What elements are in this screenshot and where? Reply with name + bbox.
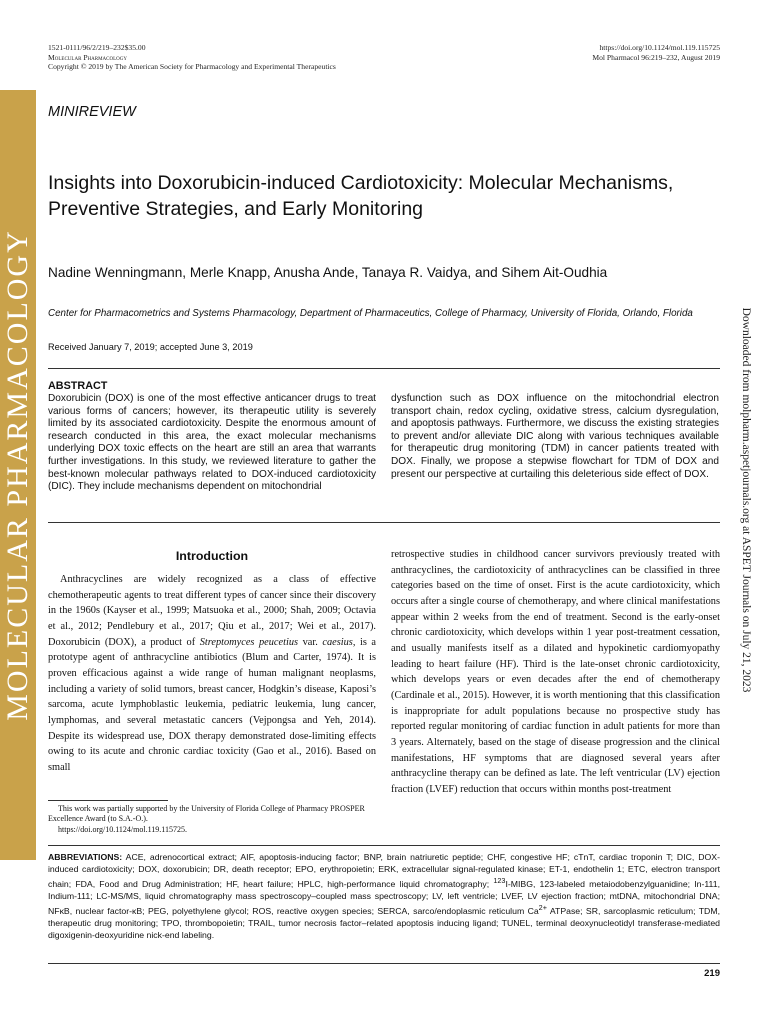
abbreviations-text: ACE, adrenocortical extract; AIF, apoptosis-inducing factor; BNP, brain natriuretic peptide; CHF, congestive HF; cTnT, cardiac troponin T; DIC, DOX-induced cardiotoxicity; DOX, doxorubicin; DR, death receptor; EPO, erythropoietin; ERK, extracellular signal-regulated kinase; ET-1, endothelin 1; ETC, electron transport chain; FDA, Food and Drug Administration; HF, heart failure; HPLC, high-performance liquid chromatography;: [48, 852, 720, 890]
species-name: Streptomyces peucetius: [199, 636, 299, 648]
footnote-divider: [48, 800, 168, 801]
abbreviations-divider-top: [48, 845, 720, 846]
abbreviations-block: [48, 851, 720, 941]
introduction-heading: Introduction: [175, 549, 249, 563]
article-title: Insights into Doxorubicin-induced Cardiotoxicity: Molecular Mechanisms, Preventive Strategies, and Early Monitoring: [48, 172, 674, 220]
footnote-doi[interactable]: https://doi.org/10.1124/mol.119.115725.: [58, 824, 187, 834]
received-dates: Received January 7, 2019; accepted June 3, 2019: [48, 342, 253, 352]
abbreviations-text: I-MIBG, 123-labeled metaiodobenzylguanidine; In-111, Indium-111; LC-MS/MS, liquid chromatography mass spectroscopy–coupled mass spectroscopy; LV, left ventricle; LVEF, LV ejection fraction; mtDNA, mitochondrial DNA; NFκB, nuclear factor-κB; PEG, polyethylene glycol; ROS, reactive oxygen species; SERCA, sarco/endoplasmic reticulum Ca: [48, 879, 720, 917]
citation: Mol Pharmacol 96:219–232, August 2019: [592, 52, 720, 62]
doi-link[interactable]: https://doi.org/10.1124/mol.119.115725: [599, 43, 720, 52]
intro-text: var.: [298, 636, 323, 648]
author-list: Nadine Wenningmann, Merle Knapp, Anusha Ande, Tanaya R. Vaidya, and Sihem Ait-Oudhia: [48, 265, 608, 280]
header-right: [592, 43, 720, 62]
abbreviations-label: ABBREVIATIONS:: [48, 852, 123, 862]
download-note: Downloaded from molpharm.aspetjournals.org at ASPET Journals on July 21, 2023: [740, 307, 752, 693]
body-column-2: retrospective studies in childhood cancer survivors previously treated with anthracyclines, the cardiotoxicity of anthracyclines can be classified in three categories based on the time of onset. First is the acute cardiotoxicity, which occurs after a single course of chemotherapy, and where clinical manifestations appear within 2 weeks from the end of treatment. Second is the early-onset chronic cardiotoxicity, which develops within 1 year post-treatment cessation, and usually manifests itself as a dilated and hypokinetic cardiomyopathy leading to heart failure (HF). Third is the late-onset chronic cardiotoxicity, which develops years or even decades after the end of chemotherapy (Cardinale et al., 2015). However, it is worth mentioning that this classification is inappropriate for adult populations because no prospective study has reported regular monitoring of cardiac function in adult patients for more than 3 years. Alternately, based on the stage of disease progression and the clinical manifestations, HF symptoms that are diagnosed several years after anthracycline therapy can be defined as late. The left ventricular (LV) ejection fraction (LVEF) reduction that occurs within months post-treatment: [391, 549, 720, 795]
section-label: MINIREVIEW: [48, 104, 136, 120]
intro-text: Anthracyclines are widely recognized as a class of effective chemotherapeutic agents to treat different types of cancer since their discovery in the 1960s (Kayser et al., 1999; Matsuoka et al., 2000; Shah, 2009; Octavia et al., 2012; Pendlebury et al., 2017; Qiu et al., 2017; Wei et al., 2017). Doxorubicin (DOX), a product of: [48, 574, 376, 648]
header-left: [48, 43, 336, 72]
issn-price: 1521-0111/96/2/219–232$35.00: [48, 43, 146, 52]
abstract-divider-bottom: [48, 522, 720, 523]
abstract-heading: ABSTRACT: [48, 380, 108, 392]
abstract-column-2: dysfunction such as DOX influence on the mitochondrial electron transport chain, redox cycling, oxidative stress, calcium dysregulation, and apoptosis pathways. Furthermore, we discuss the existing strategies to prevent and/or alleviate DIC along with various techniques available for therapeutic drug monitoring (TDM) in cancer patients treated with DOX. Finally, we propose a stepwise flowchart for TDM of DOX and present our perspective at curtailing this deleterious side effect of DOX.: [391, 393, 719, 480]
journal-name: Molecular Pharmacology: [48, 52, 127, 62]
abstract-divider-top: [48, 368, 720, 369]
funding-footnote: [48, 804, 376, 835]
affiliation: Center for Pharmacometrics and Systems Pharmacology, Department of Pharmaceutics, College of Pharmacy, University of Florida, Orlando, Florida: [48, 308, 693, 319]
body-column-1: [48, 572, 376, 776]
variety-name: caesius: [322, 636, 353, 648]
journal-banner-text: MOLECULAR PHARMACOLOGY: [1, 229, 34, 721]
abbreviations-divider-bottom: [48, 963, 720, 964]
abbreviations-text: ATPase; SR, sarcoplasmic reticulum; TDM, therapeutic drug monitoring; TPO, thrombopoietin; TRAIL, tumor necrosis factor–related apoptosis inducing ligand; TUNEL, terminal deoxynucleotidyl transferase-mediated digoxigenin-deoxyuridine nick-end labeling.: [48, 906, 720, 941]
copyright: Copyright © 2019 by The American Society for Pharmacology and Experimental Therapeutics: [48, 62, 336, 72]
intro-text: , is a prototype agent of anthracycline antibiotics (Blum and Carter, 1974). It is proven efficacious against a wide range of human malignant neoplasms, including a variety of solid tumors, breast cancer, Hodgkin’s disease, Kaposi’s sarcoma, acute lymphoblastic leukemia, pediatric leukemia, lung cancer, lymphomas, and several metastatic cancers (Vejpongsa and Yeh, 2014). Despite its widespread use, DOX therapy demonstrated dose-limiting effects owing to its acute and chronic cardiac toxicity (Gao et al., 2016). Based on small: [48, 636, 376, 773]
footnote-text: This work was partially supported by the University of Florida College of Pharmacy PROSPER Excellence Award (to S.A.-O.).: [48, 804, 365, 824]
superscript-charge: 2+: [538, 903, 547, 913]
page-number: 219: [704, 968, 720, 979]
abstract-column-1: Doxorubicin (DOX) is one of the most effective anticancer drugs to treat various forms of cancers; however, its therapeutic utility is severely limited by its associated cardiotoxicity. Despite the enormous amount of research conducted in this area, the exact molecular mechanisms underlying DOX toxic effects on the heart are still an area that warrants further investigations. In this study, we reviewed literature to gather the best-known molecular pathways related to DOX-induced cardiotoxicity (DIC). They include mechanisms dependent on mitochondrial: [48, 393, 376, 493]
superscript-123: 123: [493, 876, 506, 886]
